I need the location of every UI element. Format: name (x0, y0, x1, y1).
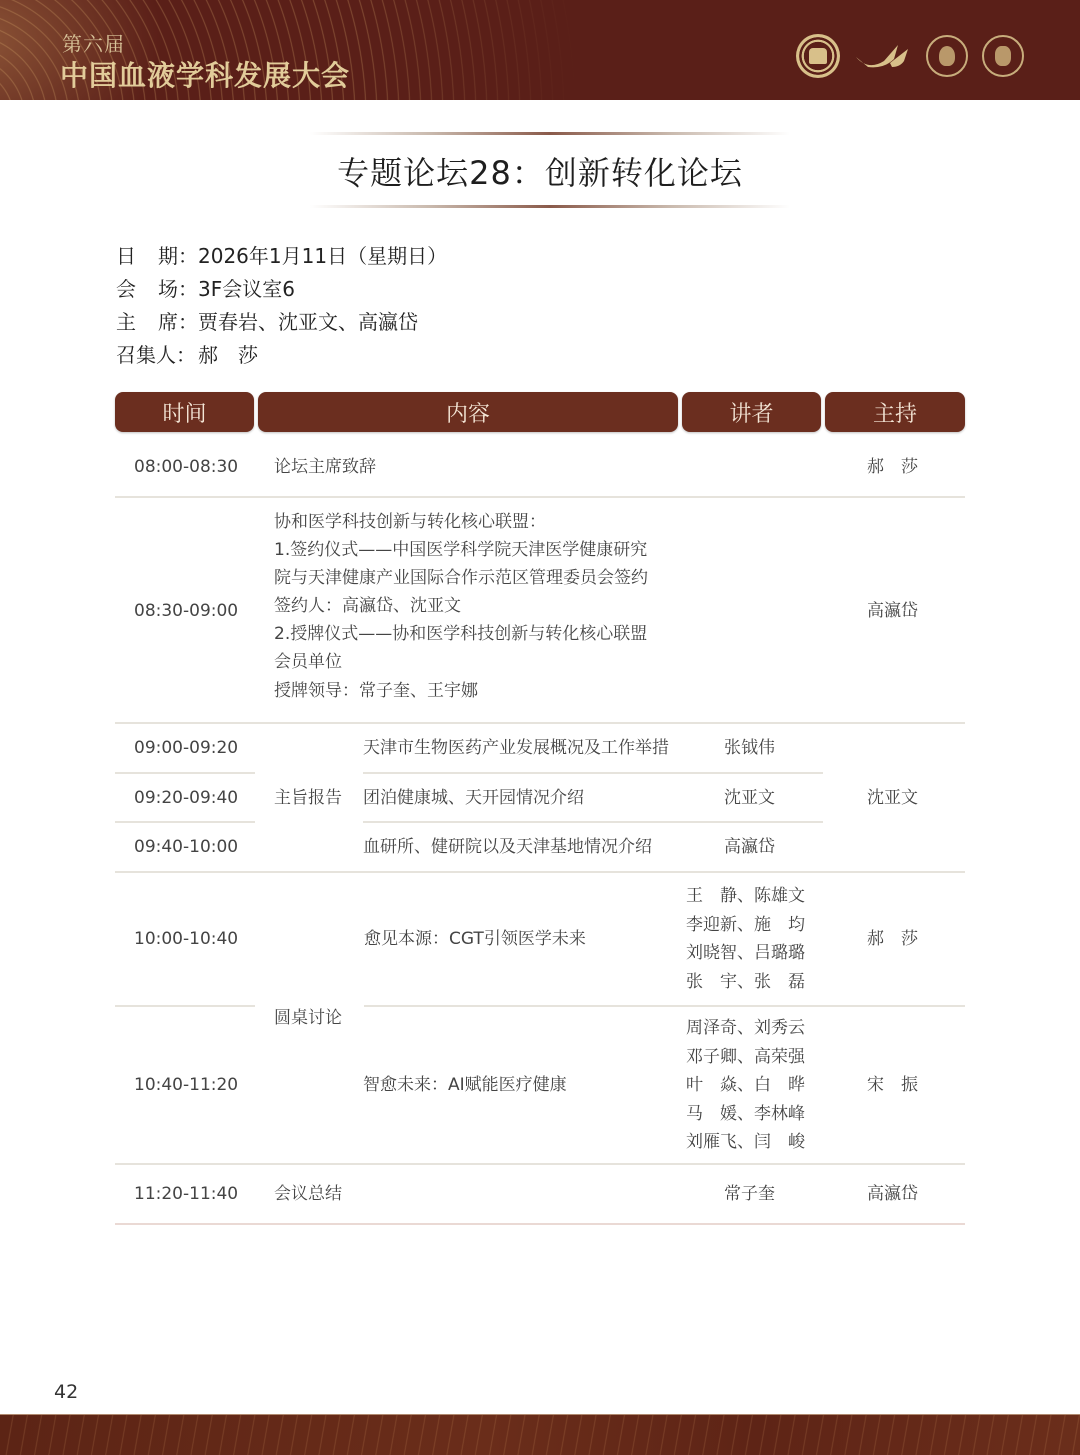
sub-divider (115, 1005, 255, 1007)
info-convener: 召集人： 郝 莎 (116, 337, 447, 370)
info-venue: 会 场： 3F会议室6 (116, 271, 447, 304)
row-speaker: 沈亚文 (724, 788, 775, 808)
row-time: 08:30-09:00 (134, 601, 239, 621)
page-title: 专题论坛28：创新转化论坛 (337, 154, 743, 192)
panelist-list: 王 静、陈雄文 李迎新、施 均 刘晓智、吕璐璐 张 宇、张 磊 (686, 886, 805, 992)
row-host: 宋 振 (867, 1075, 918, 1095)
sub-divider (363, 772, 823, 774)
row-content: 天津市生物医药产业发展概况及工作举措 (363, 738, 669, 758)
title-rule-top (310, 132, 790, 135)
column-header-time: 时间 (115, 392, 254, 432)
row-divider (115, 1163, 965, 1165)
row-content-line: 协和医学科技创新与转化核心联盟： (274, 512, 546, 532)
row-time: 08:00-08:30 (134, 457, 239, 477)
row-time: 11:20-11:40 (134, 1184, 239, 1204)
institute-seal-logo-icon (926, 35, 968, 77)
row-content: 会议总结 (274, 1184, 342, 1204)
row-speaker: 张钺伟 (724, 738, 775, 758)
chairs-value: 贾春岩、沈亚文、高瀛岱 (198, 310, 418, 334)
row-content-line: 授牌领导：常子奎、王宇娜 (274, 681, 478, 701)
row-content: 血研所、健研院以及天津基地情况介绍 (363, 837, 652, 857)
row-divider (115, 1223, 965, 1225)
column-header-host: 主持 (825, 392, 965, 432)
seal-emblem-logo-icon (796, 34, 840, 78)
row-speaker: 高瀛岱 (724, 837, 775, 857)
row-content-line: 2.授牌仪式——协和医学科技创新与转化核心联盟 (274, 624, 648, 644)
row-time: 10:00-10:40 (134, 929, 239, 949)
footer-banner (0, 1414, 1080, 1455)
row-host: 高瀛岱 (867, 1184, 918, 1204)
header-banner (0, 0, 1080, 100)
panelist-list: 周泽奇、刘秀云 邓子卿、高荣强 叶 焱、白 晔 马 媛、李林峰 刘雁飞、闫 峻 (686, 1018, 805, 1152)
row-time: 09:00-09:20 (134, 738, 239, 758)
session-info (116, 238, 447, 370)
info-chairs: 主 席： 贾春岩、沈亚文、高瀛岱 (116, 304, 447, 337)
column-header-content: 内容 (258, 392, 678, 432)
row-divider (115, 722, 965, 724)
row-content: 论坛主席致辞 (274, 457, 376, 477)
row-host: 郝 莎 (867, 457, 918, 477)
session-label: 圆桌讨论 (274, 1008, 342, 1028)
row-time: 10:40-11:20 (134, 1075, 239, 1095)
row-host: 郝 莎 (867, 929, 918, 949)
column-header-speaker: 讲者 (682, 392, 821, 432)
row-time: 09:20-09:40 (134, 788, 239, 808)
info-date: 日 期： 2026年1月11日（星期日） (116, 238, 447, 271)
wing-logo-icon (854, 41, 912, 71)
row-divider (115, 496, 965, 498)
row-content-line: 院与天津健康产业国际合作示范区管理委员会签约 (274, 568, 648, 588)
row-content-line: 会员单位 (274, 652, 342, 672)
row-content: 愈见本源：CGT引领医学未来 (364, 929, 586, 949)
row-host: 高瀛岱 (867, 601, 918, 621)
row-content-line: 1.签约仪式——中国医学科学院天津医学健康研究 (274, 540, 648, 560)
row-content: 团泊健康城、天开园情况介绍 (363, 788, 584, 808)
session-label: 主旨报告 (274, 788, 342, 808)
convener-value: 郝 莎 (198, 343, 258, 367)
sub-divider (115, 772, 255, 774)
logo-group (796, 34, 1024, 78)
row-content: 智愈未来：AI赋能医疗健康 (363, 1075, 567, 1095)
row-divider (115, 871, 965, 873)
date-value: 2026年1月11日（星期日） (198, 244, 448, 268)
row-time: 09:40-10:00 (134, 837, 239, 857)
row-content-line: 签约人：高瀛岱、沈亚文 (274, 596, 461, 616)
conference-title: 中国血液学科发展大会 (60, 59, 351, 92)
row-speaker: 常子奎 (724, 1184, 775, 1204)
association-seal-logo-icon (982, 35, 1024, 77)
sub-divider (115, 821, 255, 823)
sub-divider (364, 1005, 965, 1007)
conference-edition: 第六届 (62, 32, 125, 56)
session-host: 沈亚文 (867, 788, 918, 808)
sub-divider (363, 821, 823, 823)
venue-value: 3F会议室6 (198, 277, 295, 301)
page-number: 42 (54, 1381, 79, 1403)
title-rule-bottom (310, 205, 790, 208)
